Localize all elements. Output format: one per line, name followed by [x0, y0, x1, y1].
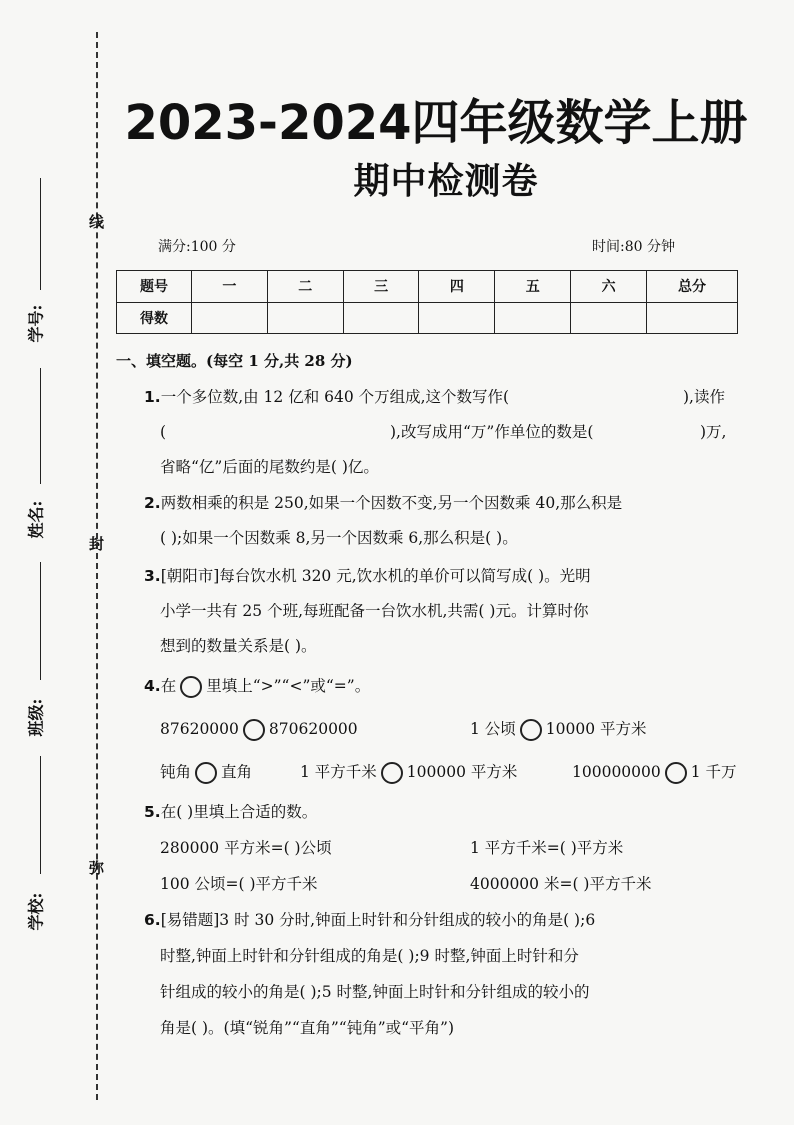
field-label-student-id: 学号: — [26, 304, 46, 343]
page-title: 2023-2024四年级数学上册 — [124, 95, 748, 151]
table-cell: 五 — [495, 271, 571, 303]
question-text: 一个多位数,由 12 亿和 640 个万组成,这个数写作( — [160, 388, 510, 406]
question-1-line-2b: ),改写成用“万”作单位的数是( — [390, 423, 594, 441]
question-text: 在( )里填上合适的数。 — [160, 803, 318, 821]
table-cell: 得数 — [117, 302, 192, 334]
table-cell: 一 — [192, 271, 268, 303]
margin-char-xian: 线 — [87, 214, 105, 229]
section-title: 一、填空题。(每空 1 分,共 28 分) — [116, 352, 353, 370]
question-1-line-3: 省略“亿”后面的尾数约是( )亿。 — [160, 458, 379, 476]
full-score: 满分:100 分 — [158, 239, 236, 255]
score-cell[interactable] — [495, 302, 571, 334]
table-row — [117, 302, 738, 334]
question-number: 2. — [144, 494, 161, 512]
question-6-line-4: 角是( )。(填“锐角”“直角”“钝角”或“平角”) — [160, 1019, 455, 1037]
question-3-line-3: 想到的数量关系是( )。 — [160, 637, 317, 655]
question-1-line-2c: )万, — [700, 423, 727, 441]
question-5-row-1-b: 1 平方千米=( )平方米 — [470, 839, 624, 857]
compare-right: 10000 平方米 — [545, 720, 647, 738]
compare-left: 钝角 — [160, 763, 192, 781]
question-number: 6. — [144, 911, 161, 929]
question-5-title — [144, 802, 317, 822]
compare-circle[interactable] — [520, 719, 542, 741]
question-number: 4. — [144, 677, 161, 695]
score-cell[interactable] — [571, 302, 647, 334]
compare-circle[interactable] — [195, 762, 217, 784]
table-cell: 三 — [343, 271, 419, 303]
field-line-name[interactable] — [40, 368, 41, 484]
compare-circle[interactable] — [665, 762, 687, 784]
compare-circle[interactable] — [180, 676, 202, 698]
question-1-blank-end: ),读作 — [683, 388, 725, 406]
compare-left: 1 平方千米 — [300, 763, 377, 781]
compare-right: 100000 平方米 — [406, 763, 518, 781]
question-6-line-2: 时整,钟面上时针和分针组成的角是( );9 时整,钟面上时针和分 — [160, 947, 579, 965]
question-3-line-2: 小学一共有 25 个班,每班配备一台饮水机,共需( )元。计算时你 — [160, 602, 589, 620]
question-1-line-1 — [144, 387, 509, 407]
score-cell[interactable] — [192, 302, 268, 334]
compare-circle[interactable] — [243, 719, 265, 741]
question-2-line-2: ( );如果一个因数乘 8,另一个因数乘 6,那么积是( )。 — [160, 529, 518, 547]
field-label-school: 学校: — [26, 892, 46, 931]
question-number: 5. — [144, 803, 161, 821]
compare-circle[interactable] — [381, 762, 403, 784]
question-2-line-1 — [144, 493, 622, 513]
compare-left: 87620000 — [160, 720, 239, 738]
question-text: [朝阳市]每台饮水机 320 元,饮水机的单价可以简写成( )。光明 — [160, 567, 591, 585]
field-line-student-id[interactable] — [40, 178, 41, 290]
question-text: 在 — [160, 677, 177, 695]
field-label-class: 班级: — [26, 698, 46, 737]
question-5-row-2-b: 4000000 米=( )平方千米 — [470, 875, 652, 893]
compare-row-1-b — [470, 719, 647, 741]
compare-right: 1 千万 — [690, 763, 737, 781]
question-text: [易错题]3 时 30 分时,钟面上时针和分针组成的较小的角是( );6 — [160, 911, 596, 929]
field-label-name: 姓名: — [26, 500, 46, 539]
question-number: 3. — [144, 567, 161, 585]
margin-char-feng: 封 — [87, 536, 105, 551]
compare-row-2-a — [160, 762, 252, 784]
question-text: 两数相乘的积是 250,如果一个因数不变,另一个因数乘 40,那么积是 — [160, 494, 623, 512]
score-cell[interactable] — [419, 302, 495, 334]
compare-row-1-a — [160, 719, 358, 741]
compare-left: 1 公顷 — [470, 720, 516, 738]
compare-right: 870620000 — [268, 720, 358, 738]
field-line-class[interactable] — [40, 562, 41, 680]
compare-left: 100000000 — [572, 763, 661, 781]
question-5-row-2-a: 100 公顷=( )平方千米 — [160, 875, 318, 893]
compare-row-2-c — [572, 762, 737, 784]
table-cell: 题号 — [117, 271, 192, 303]
table-row — [117, 271, 738, 303]
table-cell: 六 — [571, 271, 647, 303]
table-cell: 二 — [267, 271, 343, 303]
question-number: 1. — [144, 388, 161, 406]
question-1-line-2a: ( — [160, 423, 167, 441]
question-5-row-1-a: 280000 平方米=( )公顷 — [160, 839, 332, 857]
table-cell: 四 — [419, 271, 495, 303]
margin-char-mi: 弥 — [87, 860, 105, 875]
page-subtitle: 期中检测卷 — [353, 161, 539, 202]
score-cell[interactable] — [343, 302, 419, 334]
table-cell: 总分 — [647, 271, 738, 303]
question-text: 里填上“>”“<”或“=”。 — [206, 677, 371, 695]
compare-row-2-b — [300, 762, 517, 784]
time-limit: 时间:80 分钟 — [592, 239, 675, 255]
question-4-title — [144, 676, 370, 698]
question-6-line-1 — [144, 910, 595, 930]
question-3-line-1 — [144, 566, 591, 586]
field-line-school[interactable] — [40, 756, 41, 874]
score-table — [116, 270, 738, 334]
score-cell[interactable] — [647, 302, 738, 334]
compare-right: 直角 — [221, 763, 253, 781]
score-cell[interactable] — [267, 302, 343, 334]
question-6-line-3: 针组成的较小的角是( );5 时整,钟面上时针和分针组成的较小的 — [160, 983, 590, 1001]
